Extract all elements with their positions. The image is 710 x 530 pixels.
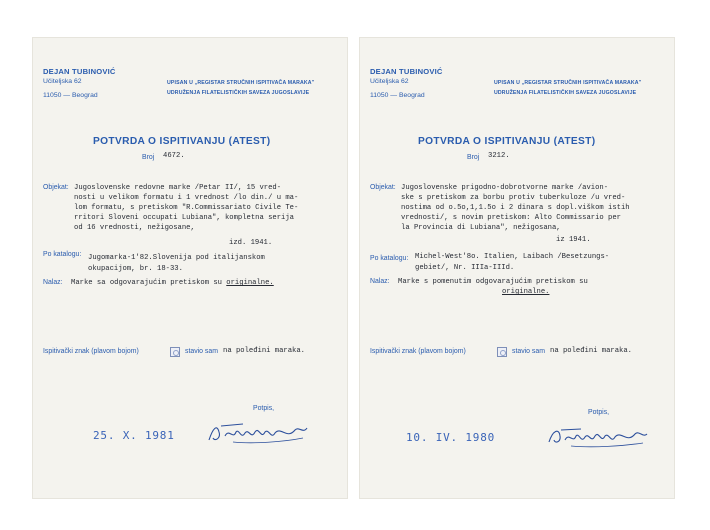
znak-label: Ispitivački znak (plavom bojom) <box>370 348 466 355</box>
broj-value: 4672. <box>163 152 185 160</box>
nalaz-text <box>71 279 274 289</box>
registry-line-2: UDRUŽENJA FILATELISTIČKIH SAVEZA JUGOSLAVIJE <box>167 90 310 96</box>
objekat-line <box>401 214 621 224</box>
stavio-label: stavio sam <box>185 348 218 355</box>
izd-year: iz 1941. <box>556 236 591 244</box>
potpis-label: Potpis, <box>588 409 610 416</box>
date-stamp: 25. X. 1981 <box>93 429 175 442</box>
izd-year: izd. 1941. <box>229 239 273 247</box>
potpis-label: Potpis, <box>253 405 275 412</box>
nalaz-originalne <box>502 288 549 298</box>
stavio-label: stavio sam <box>512 348 545 355</box>
objekat-line: la Provincia di Lubiana", nežigosana, <box>401 224 561 232</box>
date-stamp: 10. IV. 1980 <box>406 431 496 444</box>
objekat-line: Jugoslovenske redovne marke /Petar II/, 15 vred- <box>74 184 282 192</box>
sender-city: 11050 — Beograd <box>370 92 425 99</box>
registry-line-1: UPISAN U „REGISTAR STRUČNIH ISPITIVAČA MARAKA" <box>494 80 642 86</box>
katalog-line: gebiet/, Nr. IIIa-IIId. <box>415 264 515 272</box>
objekat-line-start: vrednosti/, s novim pretiskom: Alto Commissario per <box>401 214 621 222</box>
nalaz-label: Nalaz: <box>370 278 390 285</box>
broj-label: Broj <box>142 154 155 161</box>
poledini-text: na poleđini maraka. <box>223 347 305 355</box>
registry-line-1: UPISAN U „REGISTAR STRUČNIH ISPITIVAČA MARAKA" <box>167 80 315 86</box>
nalaz-label: Nalaz: <box>43 279 63 286</box>
nalaz-text: Marke s pomenutim odgovarajućim pretiskom su <box>398 278 588 286</box>
signature <box>545 422 655 452</box>
broj-label: Broj <box>467 154 480 161</box>
objekat-line: nostima od o.5o,1,1.5o i 2 dinara s dopl.viškom istih <box>401 204 630 212</box>
nalaz-originalne: originalne. <box>226 279 274 287</box>
objekat-line: od 16 vrednosti, nežigosane, <box>74 224 195 232</box>
katalog-label: Po katalogu: <box>43 251 82 258</box>
katalog-label: Po katalogu: <box>370 255 409 262</box>
objekat-label: Objekat: <box>370 184 396 191</box>
objekat-line: lom formatu, s pretiskom "R.Commissariato Civile Te- <box>74 204 299 212</box>
katalog-line: Michel-West'8o. Italien, Laibach /Besetzungs- <box>415 253 610 261</box>
stamp-mark-box <box>497 347 507 357</box>
objekat-line: ske s pretiskom za borbu protiv tuberkuloze /u vred- <box>401 194 626 202</box>
sender-street: Učiteljska 62 <box>370 78 409 85</box>
objekat-line: nosti u velikom formatu i 1 vrednost /lo din./ u ma- <box>74 194 299 202</box>
nalaz-text-main: Marke sa odgovarajućim pretiskom su <box>71 279 227 287</box>
certificate-title: POTVRDA O ISPITIVANJU (ATEST) <box>93 136 271 147</box>
sender-street: Učiteljska 62 <box>43 78 82 85</box>
poledini-text: na poleđini maraka. <box>550 347 632 355</box>
objekat-line: rritori Sloveni occupati Lubiana", kompletna serija <box>74 214 294 222</box>
sender-name: DEJAN TUBINOVIĆ <box>43 67 116 76</box>
katalog-line: Jugomarka-1'82.Slovenija pod italijanskom <box>88 254 265 262</box>
certificate-left <box>33 38 347 498</box>
registry-line-2: UDRUŽENJA FILATELISTIČKIH SAVEZA JUGOSLAVIJE <box>494 90 637 96</box>
certificate-right <box>360 38 674 498</box>
certificate-title: POTVRDA O ISPITIVANJU (ATEST) <box>418 136 596 147</box>
katalog-line: okupacijom, br. 18-33. <box>88 265 183 273</box>
nalaz-originalne-text: originalne. <box>502 288 550 296</box>
objekat-label: Objekat: <box>43 184 69 191</box>
stamp-mark-box <box>170 347 180 357</box>
signature <box>203 418 313 448</box>
broj-value: 3212. <box>488 152 510 160</box>
znak-label: Ispitivački znak (plavom bojom) <box>43 348 139 355</box>
sender-name: DEJAN TUBINOVIĆ <box>370 67 443 76</box>
sender-city: 11050 — Beograd <box>43 92 98 99</box>
objekat-line: Jugoslovenske prigodno-dobrotvorne marke /avion- <box>401 184 609 192</box>
